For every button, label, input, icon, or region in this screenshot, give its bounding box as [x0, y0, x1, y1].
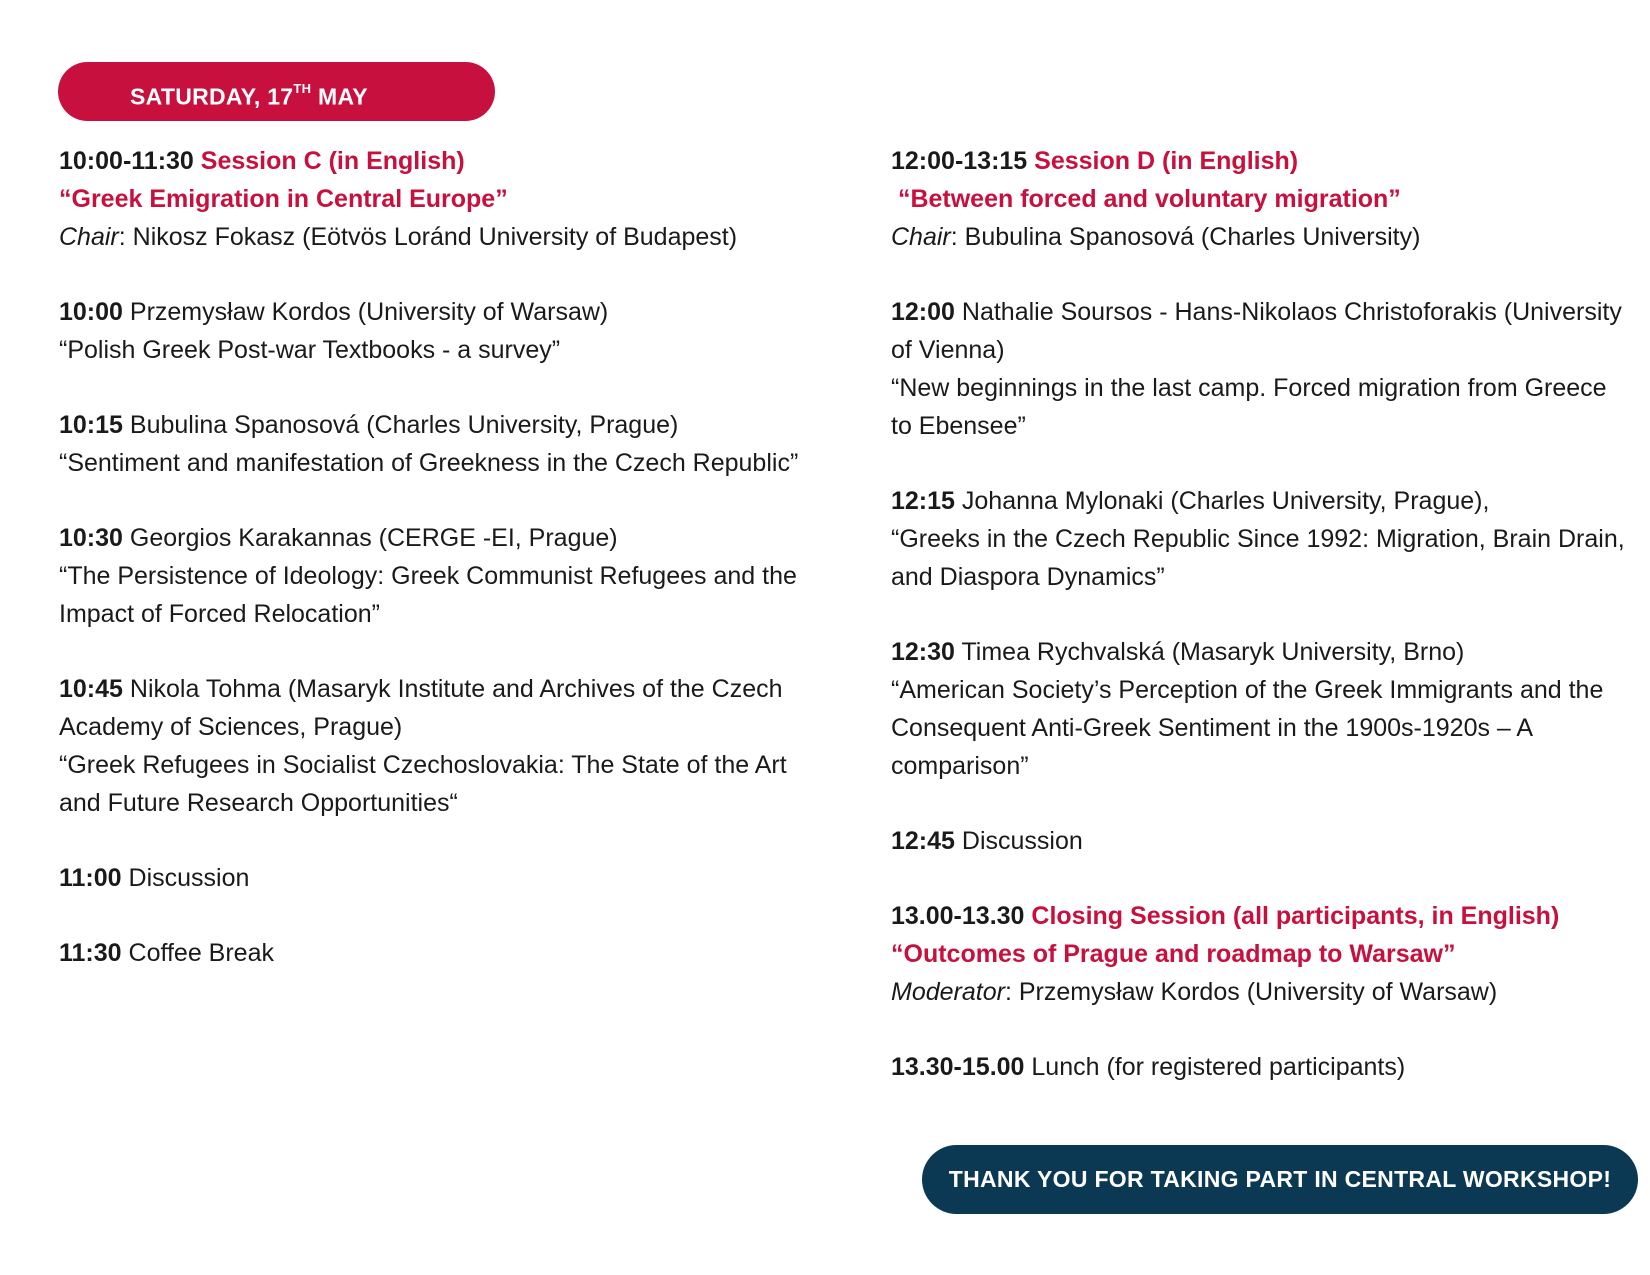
talk-time: 12:00 [891, 298, 955, 326]
closing-name: Closing Session (all participants, in English) [1031, 902, 1560, 930]
talk-title: “Greek Refugees in Socialist Czechoslovakia: The State of the Art and Future Research Opportunities“ [59, 751, 787, 817]
moderator-text: : Przemysław Kordos (University of Warsaw) [1004, 978, 1498, 1006]
thank-you-text: THANK YOU FOR TAKING PART IN CENTRAL WORKSHOP! [948, 1166, 1612, 1192]
day-header-ordinal: TH [293, 81, 312, 96]
talk-time: 10:15 [59, 411, 123, 439]
talk-item [891, 482, 1631, 596]
closing-title: “Outcomes of Prague and roadmap to Warsaw” [891, 940, 1456, 968]
talk-time: 12:30 [891, 638, 955, 666]
talk-time: 10:30 [59, 524, 123, 552]
talk-title: “New beginnings in the last camp. Forced migration from Greece to Ebensee” [891, 374, 1607, 440]
talk-time: 12:15 [891, 487, 955, 515]
thank-you-banner [922, 1145, 1638, 1214]
closing-time: 13.00-13.30 [891, 902, 1025, 930]
chair-label: Chair [891, 223, 951, 251]
coffee-break-item [59, 934, 799, 972]
day-header-suffix: MAY [311, 83, 368, 110]
talk-item [891, 293, 1631, 445]
session-time: 10:00-11:30 [59, 147, 194, 175]
talk-speaker: Georgios Karakannas (CERGE -EI, Prague) [129, 524, 618, 552]
talk-speaker: Bubulina Spanosová (Charles University, Prague) [129, 411, 679, 439]
discussion-item [59, 859, 799, 897]
discussion-item [891, 822, 1631, 860]
left-column [59, 142, 799, 1009]
discussion-time: 12:45 [891, 827, 955, 855]
session-title: “Greek Emigration in Central Europe” [59, 185, 508, 213]
talk-time: 10:00 [59, 298, 123, 326]
talk-speaker: Nathalie Soursos - Hans-Nikolaos Christoforakis (University of Vienna) [891, 298, 1622, 364]
discussion-text: Discussion [128, 864, 250, 892]
right-column [891, 142, 1631, 1123]
lunch-time: 13.30-15.00 [891, 1053, 1025, 1081]
discussion-time: 11:00 [59, 864, 122, 892]
talk-item [59, 519, 799, 633]
session-name: Session D (in English) [1034, 147, 1299, 175]
session-time: 12:00-13:15 [891, 147, 1028, 175]
talk-time: 10:45 [59, 675, 123, 703]
talk-item [59, 293, 799, 369]
talk-title: “The Persistence of Ideology: Greek Communist Refugees and the Impact of Forced Relocation” [59, 562, 797, 628]
talk-item [891, 633, 1631, 785]
day-header-prefix: SATURDAY, 17 [130, 83, 294, 110]
chair-text: : Bubulina Spanosová (Charles University) [950, 223, 1421, 251]
lunch-text: Lunch (for registered participants) [1031, 1053, 1406, 1081]
chair-text: : Nikosz Fokasz (Eötvös Loránd University of Budapest) [118, 223, 738, 251]
talk-title: “American Society’s Perception of the Greek Immigrants and the Consequent Anti-Greek Sentiment in the 1900s-1920s – A comparison” [891, 676, 1604, 780]
talk-speaker: Nikola Tohma (Masaryk Institute and Archives of the Czech Academy of Sciences, Prague) [59, 675, 783, 741]
talk-item [59, 670, 799, 822]
talk-speaker: Przemysław Kordos (University of Warsaw) [129, 298, 609, 326]
discussion-text: Discussion [961, 827, 1083, 855]
session-d-block [891, 142, 1631, 256]
talk-item [59, 406, 799, 482]
talk-title: “Sentiment and manifestation of Greekness in the Czech Republic” [59, 449, 799, 477]
lunch-item [891, 1048, 1631, 1086]
session-c-block [59, 142, 799, 256]
session-title: “Between forced and voluntary migration” [891, 185, 1401, 213]
talk-title: “Greeks in the Czech Republic Since 1992: Migration, Brain Drain, and Diaspora Dynamics” [891, 525, 1625, 591]
closing-session-block [891, 897, 1631, 1011]
moderator-label: Moderator [891, 978, 1005, 1006]
coffee-text: Coffee Break [128, 939, 274, 967]
day-header-badge [58, 62, 495, 121]
coffee-time: 11:30 [59, 939, 122, 967]
session-name: Session C (in English) [200, 147, 465, 175]
talk-speaker: Timea Rychvalská (Masaryk University, Brno) [961, 638, 1465, 666]
talk-speaker: Johanna Mylonaki (Charles University, Prague), [961, 487, 1490, 515]
chair-label: Chair [59, 223, 119, 251]
talk-title: “Polish Greek Post-war Textbooks - a survey” [59, 336, 561, 364]
